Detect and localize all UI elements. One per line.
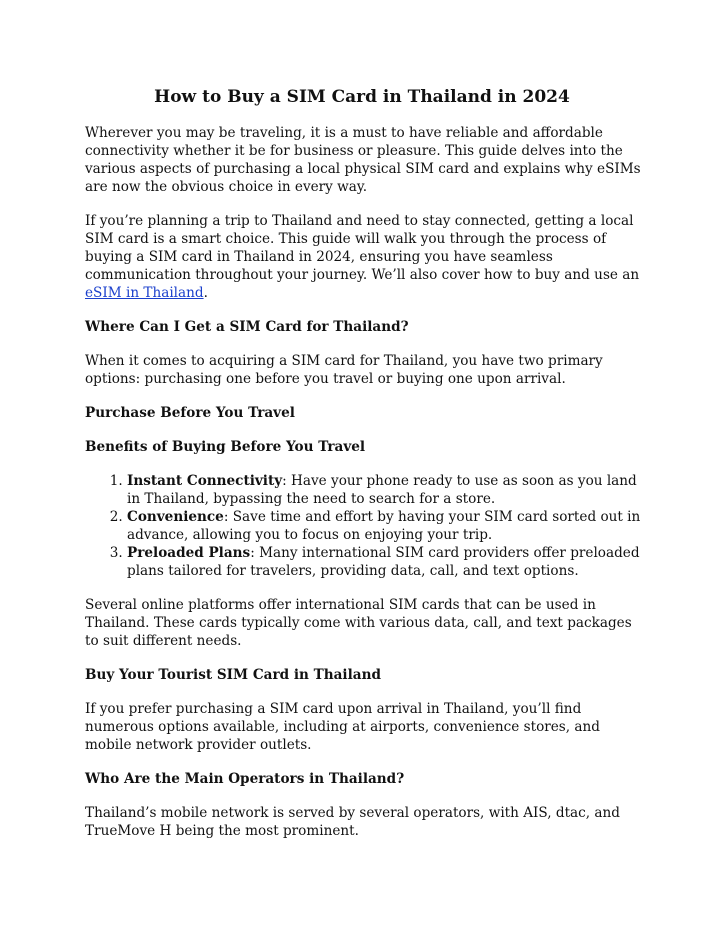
list-item (127, 508, 641, 544)
heading-tourist-sim: Buy Your Tourist SIM Card in Thailand (85, 667, 381, 683)
heading-where-sim: Where Can I Get a SIM Card for Thailand? (85, 319, 409, 335)
benefit-label: Convenience (127, 509, 224, 525)
page-title: How to Buy a SIM Card in Thailand in 2024 (154, 87, 570, 107)
intro-paragraph-2-end: . (203, 285, 208, 301)
list-item (127, 544, 641, 580)
benefit-label: Instant Connectivity (127, 473, 283, 489)
benefit-text: : Save time and effort by having your SIM card sorted out in advance, allowing you to focus on enjoying your trip. (127, 509, 641, 543)
heading-operators: Who Are the Main Operators in Thailand? (85, 771, 405, 787)
benefits-list (85, 472, 641, 580)
online-platforms-paragraph: Several online platforms offer international SIM cards that can be used in Thailand. These cards typically come with various data, call, and text packages to suit different needs. (85, 597, 632, 649)
intro-paragraph-2-text: If you’re planning a trip to Thailand and need to stay connected, getting a local SIM card is a smart choice. This guide will walk you through the process of buying a SIM card in Thailand in 2024, ensuring you have seamless communication throughout your journey. We’ll also cover how to buy and use an (85, 213, 640, 283)
intro-paragraph-1: Wherever you may be traveling, it is a must to have reliable and affordable connectivity whether it be for business or pleasure. This guide delves into the various aspects of purchasing a local physical SIM card and explains why eSIMs are now the obvious choice in every way. (85, 125, 641, 195)
list-item (127, 472, 641, 508)
esim-thailand-link[interactable]: eSIM in Thailand (85, 285, 204, 301)
benefit-label: Preloaded Plans (127, 545, 251, 561)
benefit-text: : Many international SIM card providers offer preloaded plans tailored for travelers, providing data, call, and text options. (127, 545, 640, 579)
tourist-paragraph: If you prefer purchasing a SIM card upon arrival in Thailand, you’ll find numerous options available, including at airports, convenience stores, and mobile network provider outlets. (85, 701, 600, 753)
heading-purchase-before: Purchase Before You Travel (85, 405, 295, 421)
heading-benefits: Benefits of Buying Before You Travel (85, 439, 366, 455)
where-paragraph: When it comes to acquiring a SIM card for Thailand, you have two primary options: purchasing one before you travel or buying one upon arrival. (85, 353, 603, 387)
intro-paragraph-2 (85, 212, 641, 302)
benefit-text: : Have your phone ready to use as soon as you land in Thailand, bypassing the need to search for a store. (127, 473, 637, 507)
operators-paragraph: Thailand’s mobile network is served by several operators, with AIS, dtac, and TrueMove H being the most prominent. (85, 805, 620, 839)
document-page (85, 86, 641, 856)
